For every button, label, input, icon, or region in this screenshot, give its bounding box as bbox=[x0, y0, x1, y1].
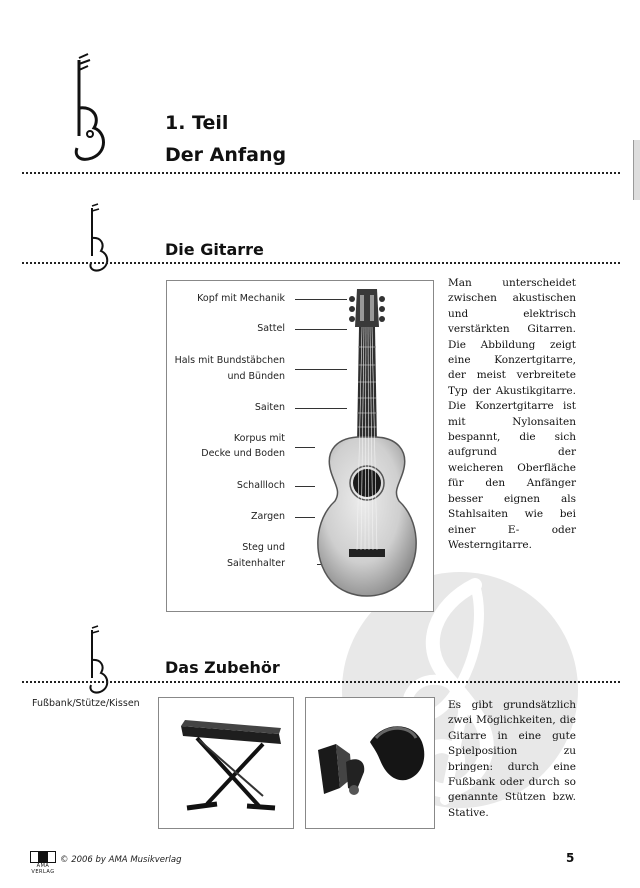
divider bbox=[22, 681, 620, 683]
supports-photo bbox=[305, 697, 435, 829]
label-neck-2: und Bünden bbox=[227, 371, 285, 382]
label-neck-1: Hals mit Bundstäbchen bbox=[174, 355, 285, 366]
logo-text: AMA VERLAG bbox=[31, 863, 55, 875]
divider bbox=[22, 172, 620, 174]
accessories-caption: Fußbank/Stütze/Kissen bbox=[32, 698, 140, 709]
page-number: 5 bbox=[566, 851, 575, 865]
classical-guitar-icon bbox=[305, 287, 431, 607]
page-edge-tab bbox=[633, 140, 640, 200]
label-bridge-1: Steg und bbox=[242, 542, 285, 553]
publisher-logo bbox=[30, 851, 56, 875]
section-title: Der Anfang bbox=[165, 144, 287, 166]
divider bbox=[22, 262, 620, 264]
label-body-2: Decke und Boden bbox=[201, 448, 285, 459]
label-head: Kopf mit Mechanik bbox=[197, 293, 285, 304]
guitar-outline-icon bbox=[84, 624, 114, 696]
guitar-support-icon bbox=[306, 698, 434, 828]
logo-mark-icon bbox=[30, 851, 56, 863]
accessories-heading: Das Zubehör bbox=[165, 658, 280, 677]
guitar-outline-icon bbox=[68, 52, 118, 164]
guitar-heading: Die Gitarre bbox=[165, 240, 264, 259]
footstool-photo bbox=[158, 697, 294, 829]
section-number: 1. Teil bbox=[165, 112, 229, 134]
footstool-icon bbox=[159, 698, 293, 828]
label-bridge-2: Saitenhalter bbox=[226, 558, 285, 569]
label-strings: Saiten bbox=[254, 402, 285, 413]
accessories-description: Es gibt grundsätzlich zwei Möglichkeiten, die Gitarre in eine gute Spielposition zu bringen: durch eine Fußbank oder durch so genannte Stützen bzw. Stative. bbox=[448, 699, 576, 819]
label-sides: Zargen bbox=[251, 511, 285, 522]
copyright: © 2006 by AMA Musikverlag bbox=[60, 855, 182, 865]
label-nut: Sattel bbox=[257, 323, 285, 334]
label-soundhole: Schallloch bbox=[236, 480, 285, 491]
guitar-description: Man unterscheidet zwischen akustischen und elektrisch verstärkten Gitarren. Die Abbildung zeigt eine Konzertgitarre, der meist verbreitete Typ der Akustikgitarre. Die Konzertgitarre ist mit Nylonsaiten bespannt, die sich aufgrund der weicheren Oberfläche für den Anfänger besser eignen als Stahlsaiten wie bei einer E- oder Westerngitarre. bbox=[448, 277, 576, 551]
label-body-1: Korpus mit bbox=[233, 433, 285, 444]
guitar-figure bbox=[166, 280, 434, 612]
